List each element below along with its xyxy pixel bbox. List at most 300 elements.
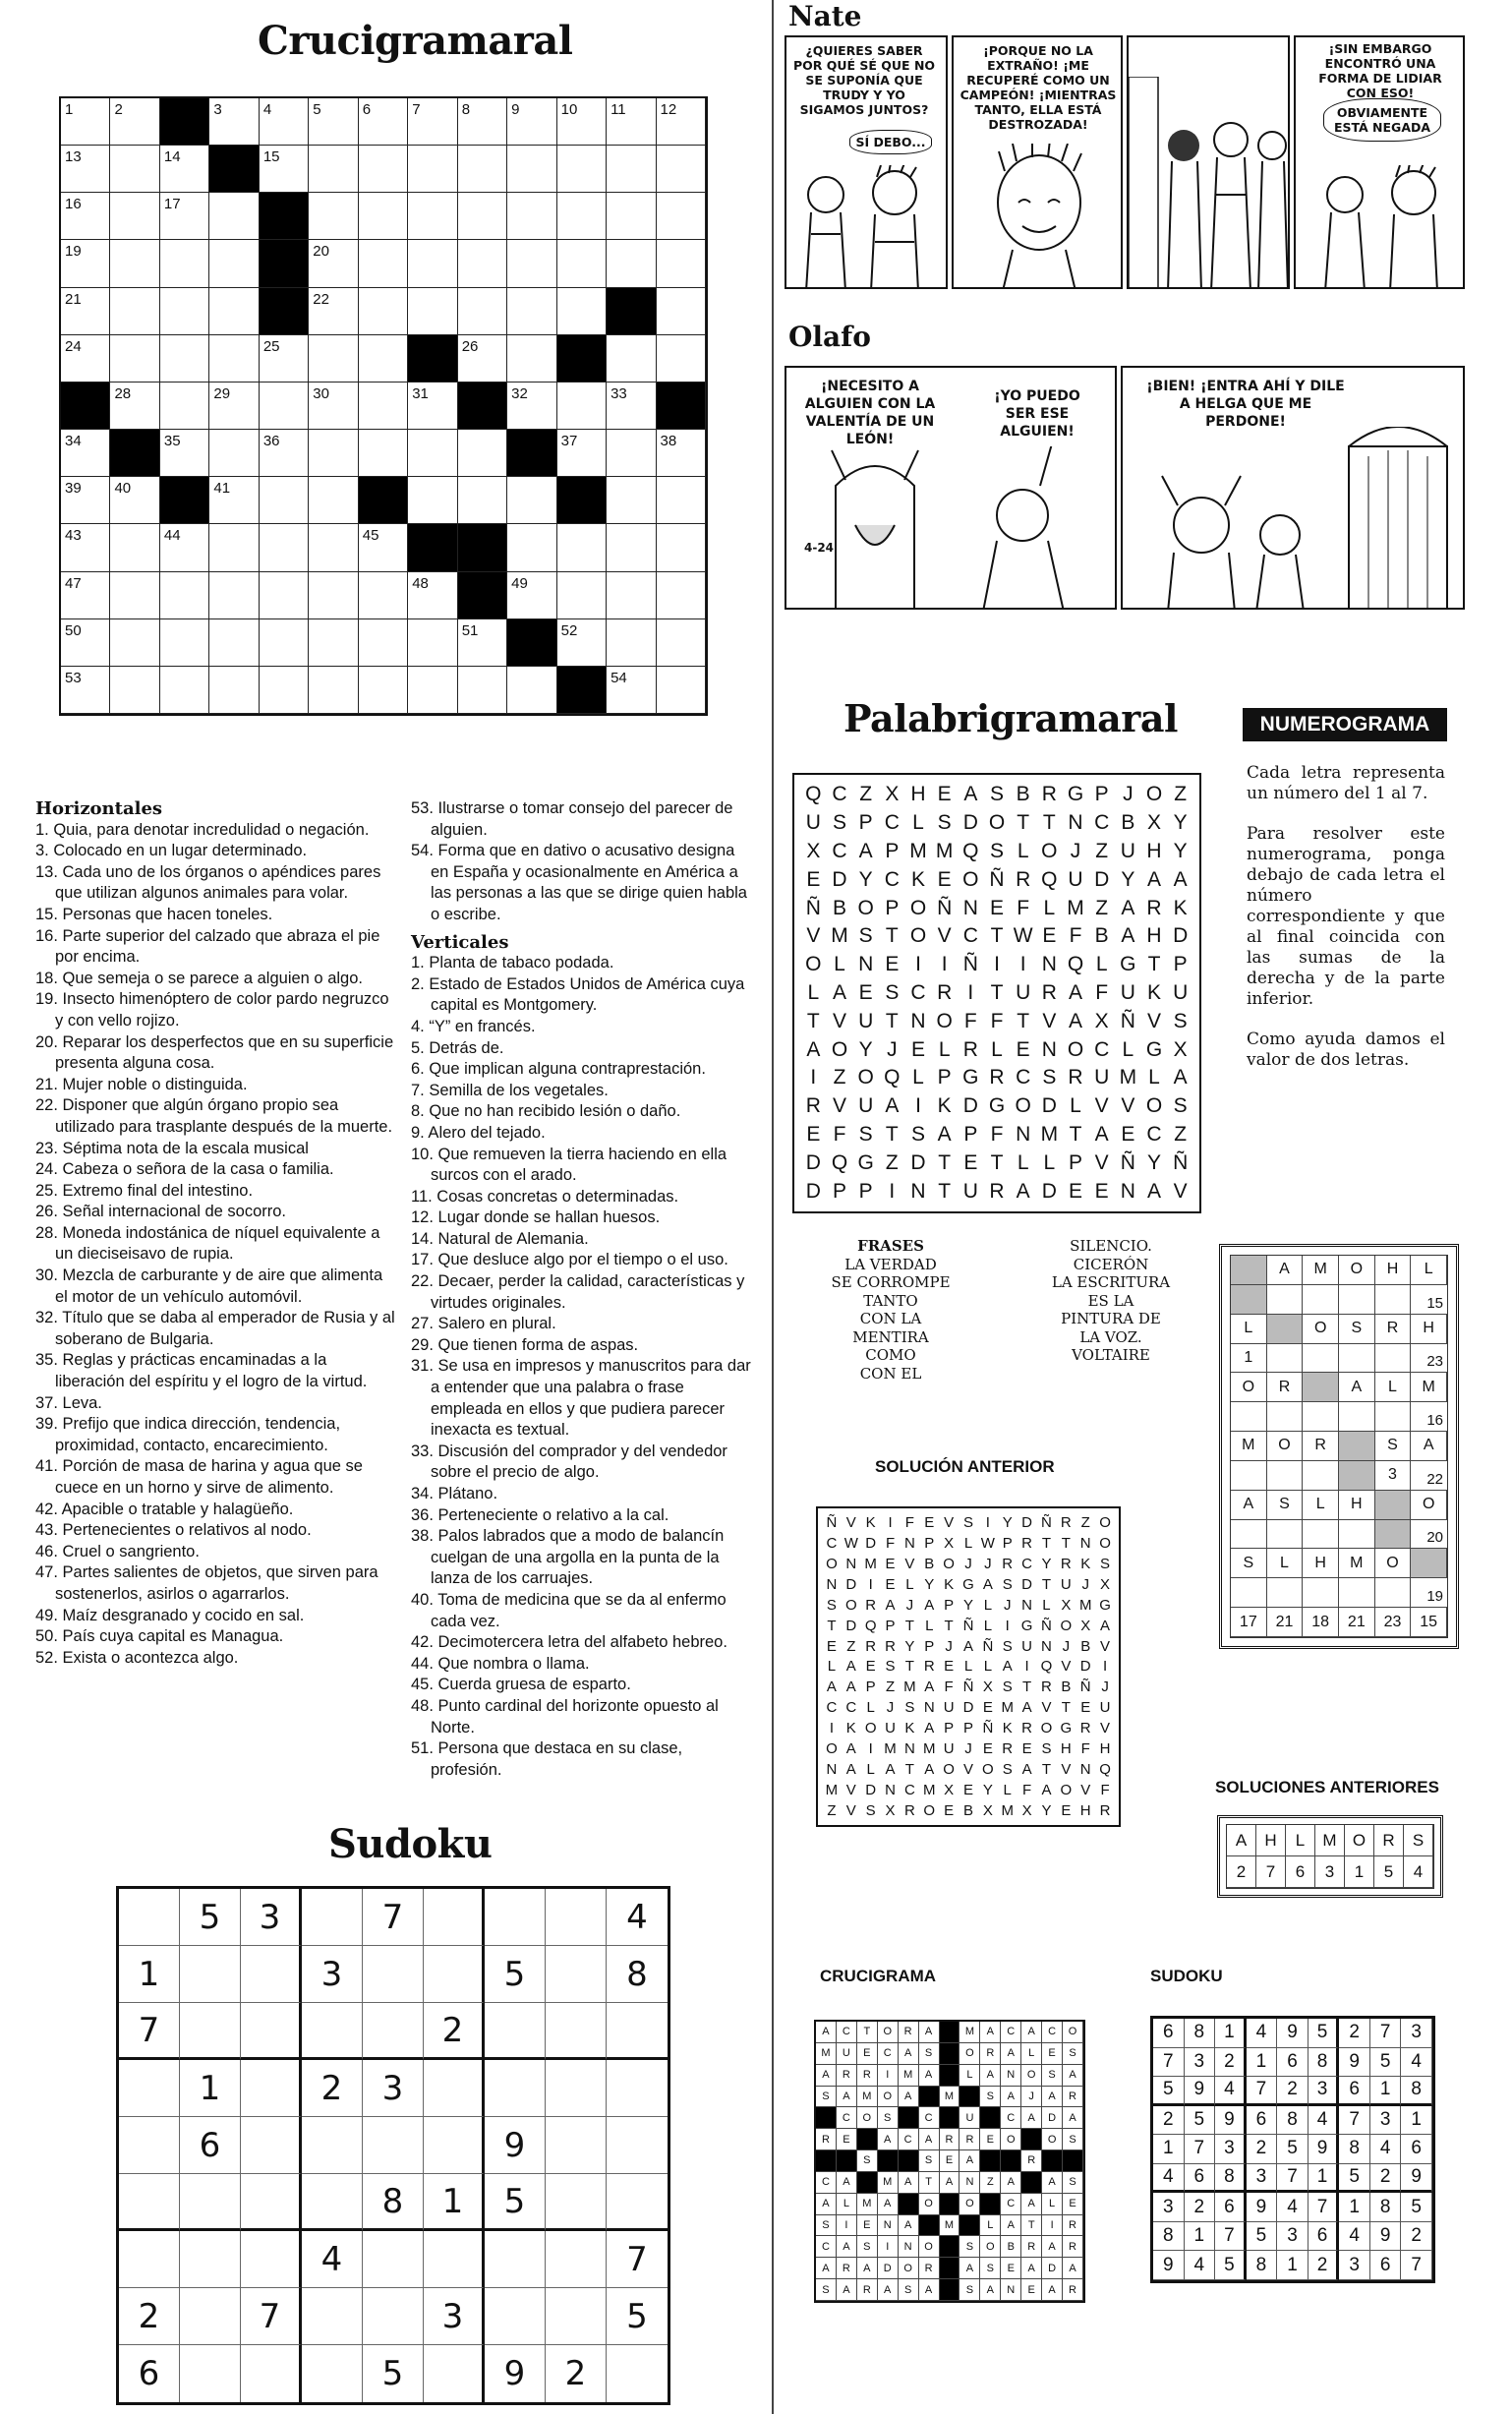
sudoku-cell[interactable]: 7 [607,2231,668,2288]
sudoku-cell[interactable]: 7 [241,2288,302,2345]
sudoku-cell[interactable] [119,2060,180,2117]
crossword-cell[interactable] [607,477,656,524]
wordsearch-letter[interactable]: T [1147,953,1161,976]
crossword-cell[interactable] [309,667,358,714]
wordsearch-letter[interactable]: U [1068,867,1083,891]
wordsearch-letter[interactable]: Ñ [1173,1150,1189,1174]
wordsearch-letter[interactable]: L [1148,1066,1160,1089]
wordsearch-letter[interactable]: Y [1173,839,1188,862]
crossword-cell[interactable]: 8 [458,98,507,146]
crossword-cell[interactable]: 51 [458,619,507,667]
crossword-cell[interactable] [557,524,607,571]
wordsearch-letter[interactable]: A [885,1094,900,1118]
crossword-cell[interactable] [507,667,556,714]
wordsearch-letter[interactable]: Ñ [1120,1150,1135,1174]
numerograma-cell[interactable] [1339,1344,1375,1374]
numerograma-cell[interactable] [1303,1402,1339,1432]
crossword-cell[interactable] [657,524,706,571]
crossword-cell[interactable] [607,430,656,477]
sudoku-cell[interactable] [485,2288,546,2345]
wordsearch-letter[interactable]: F [833,1122,846,1146]
crossword-cell[interactable] [408,193,457,240]
wordsearch-letter[interactable]: C [884,811,900,835]
sudoku-cell[interactable] [546,2060,607,2117]
wordsearch-letter[interactable]: L [1122,1037,1134,1061]
wordsearch-letter[interactable]: K [1146,980,1161,1004]
wordsearch-letter[interactable]: X [885,783,900,806]
wordsearch-letter[interactable]: T [885,1122,899,1146]
crossword-cell[interactable]: 38 [657,430,706,477]
sudoku-cell[interactable]: 2 [424,2003,485,2060]
wordsearch-letter[interactable]: S [989,839,1004,862]
wordsearch-letter[interactable]: E [1042,924,1057,948]
crossword-cell[interactable] [458,193,507,240]
wordsearch-letter[interactable]: Ñ [937,896,953,919]
sudoku-cell[interactable]: 3 [363,2060,424,2117]
crossword-cell[interactable] [359,667,408,714]
sudoku-cell[interactable] [302,2003,363,2060]
sudoku-cell[interactable] [241,2060,302,2117]
crossword-cell[interactable] [607,335,656,383]
numerograma-cell[interactable] [1339,1520,1375,1550]
wordsearch-letter[interactable]: D [805,1150,821,1174]
wordsearch-letter[interactable]: J [1070,839,1081,862]
crossword-cell[interactable] [309,193,358,240]
wordsearch-letter[interactable]: I [941,953,948,976]
crossword-cell[interactable]: 52 [557,619,607,667]
wordsearch-letter[interactable]: H [910,783,926,806]
wordsearch-letter[interactable]: V [1121,1094,1135,1118]
crossword-cell[interactable]: 9 [507,98,556,146]
wordsearch-letter[interactable]: C [832,783,847,806]
wordsearch-letter[interactable]: E [937,783,952,806]
wordsearch-letter[interactable]: N [1041,1037,1057,1061]
numerograma-cell[interactable] [1339,1285,1375,1315]
wordsearch-letter[interactable]: V [1146,1009,1161,1032]
sudoku-grid[interactable] [116,1886,670,2405]
sudoku-cell[interactable] [546,2288,607,2345]
wordsearch-letter[interactable]: R [1068,1066,1083,1089]
wordsearch-letter[interactable]: L [807,980,820,1004]
wordsearch-letter[interactable]: A [1094,1122,1109,1146]
wordsearch-letter[interactable]: Z [1174,783,1188,806]
wordsearch-letter[interactable]: A [963,783,978,806]
crossword-cell[interactable]: 20 [309,240,358,287]
crossword-grid[interactable] [59,96,708,716]
sudoku-cell[interactable]: 1 [119,1946,180,2003]
crossword-cell[interactable] [359,193,408,240]
sudoku-cell[interactable]: 4 [302,2231,363,2288]
sudoku-cell[interactable]: 8 [363,2174,424,2231]
crossword-cell[interactable] [160,240,209,287]
wordsearch-letter[interactable]: Ñ [962,953,978,976]
wordsearch-letter[interactable]: V [1173,1179,1188,1203]
wordsearch-letter[interactable]: Ñ [1120,1009,1135,1032]
wordsearch-letter[interactable]: V [937,924,952,948]
crossword-cell[interactable] [408,477,457,524]
numerograma-cell[interactable] [1267,1285,1304,1315]
crossword-cell[interactable]: 2 [110,98,159,146]
sudoku-cell[interactable] [485,2003,546,2060]
crossword-cell[interactable] [160,667,209,714]
wordsearch-letter[interactable]: G [962,1066,979,1089]
crossword-cell[interactable] [260,667,309,714]
crossword-cell[interactable] [359,572,408,619]
wordsearch-letter[interactable]: D [1041,1179,1057,1203]
crossword-cell[interactable] [408,619,457,667]
wordsearch-letter[interactable]: D [1094,867,1110,891]
crossword-cell[interactable] [657,193,706,240]
sudoku-cell[interactable]: 2 [546,2345,607,2402]
sudoku-cell[interactable] [119,1889,180,1946]
wordsearch-letter[interactable]: M [935,839,954,862]
wordsearch-letter[interactable]: Q [805,783,822,806]
crossword-cell[interactable] [408,146,457,193]
wordsearch-letter[interactable]: E [963,1150,978,1174]
wordsearch-letter[interactable]: T [1069,1122,1082,1146]
crossword-cell[interactable] [209,667,259,714]
wordsearch-letter[interactable]: D [1173,924,1189,948]
crossword-cell[interactable] [557,240,607,287]
wordsearch-letter[interactable]: Q [884,1066,901,1089]
wordsearch-letter[interactable]: A [1068,1009,1082,1032]
crossword-cell[interactable]: 48 [408,572,457,619]
crossword-cell[interactable] [657,477,706,524]
wordsearch-letter[interactable]: G [988,1094,1006,1118]
wordsearch-letter[interactable]: L [912,1066,924,1089]
wordsearch-letter[interactable]: E [806,867,821,891]
wordsearch-letter[interactable]: R [1041,980,1057,1004]
wordsearch-letter[interactable]: A [1173,867,1188,891]
sudoku-cell[interactable] [607,2174,668,2231]
crossword-cell[interactable] [557,288,607,335]
sudoku-cell[interactable] [302,2174,363,2231]
crossword-cell[interactable] [359,146,408,193]
sudoku-cell[interactable]: 4 [607,1889,668,1946]
wordsearch-letter[interactable]: A [1146,1179,1161,1203]
wordsearch-letter[interactable]: P [858,1179,873,1203]
crossword-cell[interactable] [408,240,457,287]
wordsearch-letter[interactable]: V [1094,1094,1109,1118]
sudoku-cell[interactable]: 9 [485,2117,546,2174]
wordsearch-letter[interactable]: Ñ [989,867,1005,891]
sudoku-cell[interactable] [485,2231,546,2288]
numerograma-cell[interactable] [1339,1402,1375,1432]
sudoku-cell[interactable] [363,2231,424,2288]
wordsearch-letter[interactable]: O [962,867,979,891]
wordsearch-letter[interactable]: H [1146,839,1162,862]
crossword-cell[interactable] [110,572,159,619]
wordsearch-letter[interactable]: E [1016,1037,1030,1061]
crossword-cell[interactable] [309,430,358,477]
sudoku-cell[interactable] [241,1946,302,2003]
wordsearch-letter[interactable]: I [967,980,974,1004]
crossword-cell[interactable] [260,383,309,430]
wordsearch-letter[interactable]: C [1146,1122,1162,1146]
wordsearch-letter[interactable]: I [1019,953,1026,976]
crossword-cell[interactable] [160,619,209,667]
crossword-cell[interactable] [657,335,706,383]
numerograma-cell[interactable] [1303,1520,1339,1550]
crossword-cell[interactable] [507,288,556,335]
wordsearch-letter[interactable]: P [937,1066,952,1089]
wordsearch-letter[interactable]: A [858,839,873,862]
crossword-cell[interactable] [110,146,159,193]
crossword-cell[interactable] [209,193,259,240]
wordsearch-letter[interactable]: A [1016,1179,1030,1203]
crossword-cell[interactable] [657,667,706,714]
crossword-cell[interactable] [260,572,309,619]
sudoku-cell[interactable] [241,2174,302,2231]
crossword-cell[interactable]: 10 [557,98,607,146]
crossword-cell[interactable]: 40 [110,477,159,524]
wordsearch-letter[interactable]: D [832,867,847,891]
numerograma-cell[interactable] [1267,1461,1304,1491]
numerograma-cell[interactable] [1231,1461,1267,1491]
wordsearch-letter[interactable]: U [858,1094,874,1118]
wordsearch-letter[interactable]: T [990,1150,1004,1174]
wordsearch-letter[interactable]: D [805,1179,821,1203]
wordsearch-letter[interactable]: S [885,980,900,1004]
wordsearch-letter[interactable]: O [805,953,822,976]
numerograma-cell[interactable] [1303,1461,1339,1491]
numerograma-cell[interactable] [1231,1520,1267,1550]
wordsearch-letter[interactable]: T [1017,1009,1030,1032]
wordsearch-letter[interactable]: T [885,924,899,948]
wordsearch-letter[interactable]: O [936,1009,953,1032]
numerograma-cell[interactable] [1231,1402,1267,1432]
wordsearch-letter[interactable]: Z [1095,896,1109,919]
wordsearch-letter[interactable]: Z [885,1150,899,1174]
wordsearch-letter[interactable]: O [909,924,927,948]
wordsearch-letter[interactable]: N [1068,811,1083,835]
crossword-cell[interactable] [110,335,159,383]
crossword-cell[interactable] [458,240,507,287]
wordsearch-letter[interactable]: T [1042,811,1056,835]
wordsearch-letter[interactable]: P [832,1179,846,1203]
crossword-cell[interactable]: 43 [61,524,110,571]
crossword-cell[interactable]: 45 [359,524,408,571]
crossword-cell[interactable] [359,619,408,667]
crossword-cell[interactable]: 16 [61,193,110,240]
wordsearch-letter[interactable]: T [990,980,1004,1004]
sudoku-cell[interactable] [180,2174,241,2231]
crossword-cell[interactable] [309,619,358,667]
sudoku-cell[interactable] [546,2117,607,2174]
wordsearch-letter[interactable]: C [962,924,978,948]
wordsearch-letter[interactable]: A [937,1122,952,1146]
wordsearch-letter[interactable]: L [1043,1150,1056,1174]
wordsearch-letter[interactable]: P [858,811,873,835]
wordsearch-letter[interactable]: O [1145,1094,1163,1118]
sudoku-cell[interactable]: 8 [607,1946,668,2003]
sudoku-cell[interactable]: 7 [363,1889,424,1946]
crossword-cell[interactable] [607,619,656,667]
wordsearch-letter[interactable]: L [1070,1094,1081,1118]
crossword-cell[interactable] [657,619,706,667]
wordsearch-letter[interactable]: G [857,1150,874,1174]
wordsearch-letter[interactable]: L [912,811,924,835]
crossword-cell[interactable] [458,146,507,193]
crossword-cell[interactable] [458,667,507,714]
crossword-cell[interactable] [657,572,706,619]
crossword-cell[interactable] [160,335,209,383]
wordsearch-letter[interactable]: E [989,896,1004,919]
crossword-cell[interactable] [209,572,259,619]
wordsearch-letter[interactable]: R [805,1094,821,1118]
wordsearch-letter[interactable]: E [937,867,952,891]
crossword-cell[interactable] [507,524,556,571]
sudoku-cell[interactable] [424,1889,485,1946]
crossword-cell[interactable] [657,146,706,193]
crossword-cell[interactable] [657,240,706,287]
crossword-cell[interactable]: 1 [61,98,110,146]
sudoku-cell[interactable]: 3 [241,1889,302,1946]
wordsearch-letter[interactable]: C [884,867,900,891]
wordsearch-letter[interactable]: I [810,1066,817,1089]
wordsearch-letter[interactable]: V [806,924,821,948]
wordsearch-letter[interactable]: E [1094,1179,1109,1203]
sudoku-cell[interactable]: 7 [119,2003,180,2060]
sudoku-cell[interactable] [241,2231,302,2288]
numerograma-cell[interactable] [1267,1344,1304,1374]
wordsearch-letter[interactable]: L [834,953,845,976]
crossword-cell[interactable]: 13 [61,146,110,193]
wordsearch-letter[interactable]: B [1094,924,1109,948]
wordsearch-letter[interactable]: I [915,953,921,976]
crossword-cell[interactable] [507,146,556,193]
wordsearch-letter[interactable]: R [989,1179,1005,1203]
wordsearch-letter[interactable]: M [1119,1066,1137,1089]
wordsearch-letter[interactable]: P [885,839,900,862]
wordsearch-letter[interactable]: T [1017,811,1030,835]
sudoku-cell[interactable] [546,2003,607,2060]
sudoku-cell[interactable]: 3 [302,1946,363,2003]
crossword-cell[interactable]: 15 [260,146,309,193]
wordsearch-letter[interactable]: F [1017,896,1030,919]
crossword-cell[interactable] [408,667,457,714]
wordsearch-letter[interactable]: S [910,1122,925,1146]
wordsearch-letter[interactable]: R [1016,867,1031,891]
crossword-cell[interactable]: 44 [160,524,209,571]
crossword-cell[interactable] [557,572,607,619]
wordsearch-letter[interactable]: K [1173,896,1188,919]
wordsearch-letter[interactable]: L [938,1037,951,1061]
numerograma-cell[interactable]: 1 [1231,1344,1267,1374]
wordsearch-letter[interactable]: S [1042,1066,1057,1089]
wordsearch-letter[interactable]: L [1095,953,1108,976]
wordsearch-letter[interactable]: X [1146,811,1161,835]
crossword-cell[interactable] [110,240,159,287]
crossword-cell[interactable] [607,572,656,619]
crossword-cell[interactable] [507,240,556,287]
sudoku-cell[interactable] [180,2003,241,2060]
crossword-cell[interactable]: 53 [61,667,110,714]
crossword-cell[interactable] [160,288,209,335]
crossword-cell[interactable] [260,524,309,571]
wordsearch-letter[interactable]: Q [831,1150,848,1174]
wordsearch-letter[interactable]: S [937,811,952,835]
sudoku-cell[interactable] [180,2288,241,2345]
wordsearch-letter[interactable]: J [887,1037,898,1061]
crossword-cell[interactable] [110,619,159,667]
numerograma-cell[interactable] [1231,1578,1267,1608]
numerograma-cell[interactable] [1267,1402,1304,1432]
wordsearch-letter[interactable]: S [989,783,1004,806]
wordsearch-letter[interactable]: M [831,924,848,948]
crossword-cell[interactable] [209,335,259,383]
wordsearch-letter[interactable]: Y [858,1037,873,1061]
numerograma-cell[interactable] [1375,1578,1412,1608]
crossword-cell[interactable] [458,477,507,524]
sudoku-cell[interactable] [363,2003,424,2060]
wordsearch-letter[interactable]: P [1068,1150,1082,1174]
wordsearch-letter[interactable]: R [1041,783,1057,806]
crossword-cell[interactable]: 47 [61,572,110,619]
crossword-cell[interactable]: 37 [557,430,607,477]
crossword-cell[interactable] [209,524,259,571]
wordsearch-letter[interactable]: S [858,924,873,948]
wordsearch-letter[interactable]: S [858,1122,873,1146]
wordsearch-letter[interactable]: F [990,1122,1004,1146]
wordsearch-letter[interactable]: E [885,953,900,976]
wordsearch-letter[interactable]: M [1040,1122,1059,1146]
sudoku-cell[interactable] [424,2117,485,2174]
crossword-cell[interactable] [557,383,607,430]
wordsearch-letter[interactable]: O [909,896,927,919]
sudoku-cell[interactable] [546,2231,607,2288]
wordsearch-letter[interactable]: C [1094,811,1110,835]
wordsearch-letter[interactable]: O [1015,1094,1031,1118]
sudoku-cell[interactable]: 5 [607,2288,668,2345]
crossword-cell[interactable] [209,288,259,335]
wordsearch-grid[interactable] [792,773,1201,1213]
wordsearch-letter[interactable]: D [910,1150,926,1174]
wordsearch-letter[interactable]: I [889,1179,896,1203]
wordsearch-letter[interactable]: M [1067,896,1084,919]
crossword-cell[interactable]: 32 [507,383,556,430]
wordsearch-letter[interactable]: B [832,896,846,919]
wordsearch-letter[interactable]: Y [858,867,873,891]
crossword-cell[interactable] [507,335,556,383]
crossword-cell[interactable] [507,477,556,524]
crossword-cell[interactable] [110,524,159,571]
wordsearch-letter[interactable]: J [1123,783,1134,806]
crossword-cell[interactable] [359,335,408,383]
sudoku-cell[interactable]: 5 [363,2345,424,2402]
crossword-cell[interactable]: 50 [61,619,110,667]
wordsearch-letter[interactable]: Q [962,839,979,862]
crossword-cell[interactable]: 41 [209,477,259,524]
wordsearch-letter[interactable]: V [832,1009,846,1032]
sudoku-cell[interactable] [424,2060,485,2117]
crossword-cell[interactable]: 34 [61,430,110,477]
sudoku-cell[interactable] [180,1946,241,2003]
wordsearch-letter[interactable]: E [806,1122,821,1146]
crossword-cell[interactable] [359,430,408,477]
wordsearch-letter[interactable]: N [1041,953,1057,976]
wordsearch-letter[interactable]: C [1094,1037,1110,1061]
crossword-cell[interactable] [657,288,706,335]
sudoku-cell[interactable] [485,2060,546,2117]
wordsearch-letter[interactable]: S [832,811,846,835]
crossword-cell[interactable]: 28 [110,383,159,430]
wordsearch-letter[interactable]: U [1016,980,1031,1004]
wordsearch-letter[interactable]: Q [1067,953,1084,976]
crossword-cell[interactable] [557,146,607,193]
wordsearch-letter[interactable]: P [1173,953,1188,976]
wordsearch-letter[interactable]: U [858,1009,874,1032]
